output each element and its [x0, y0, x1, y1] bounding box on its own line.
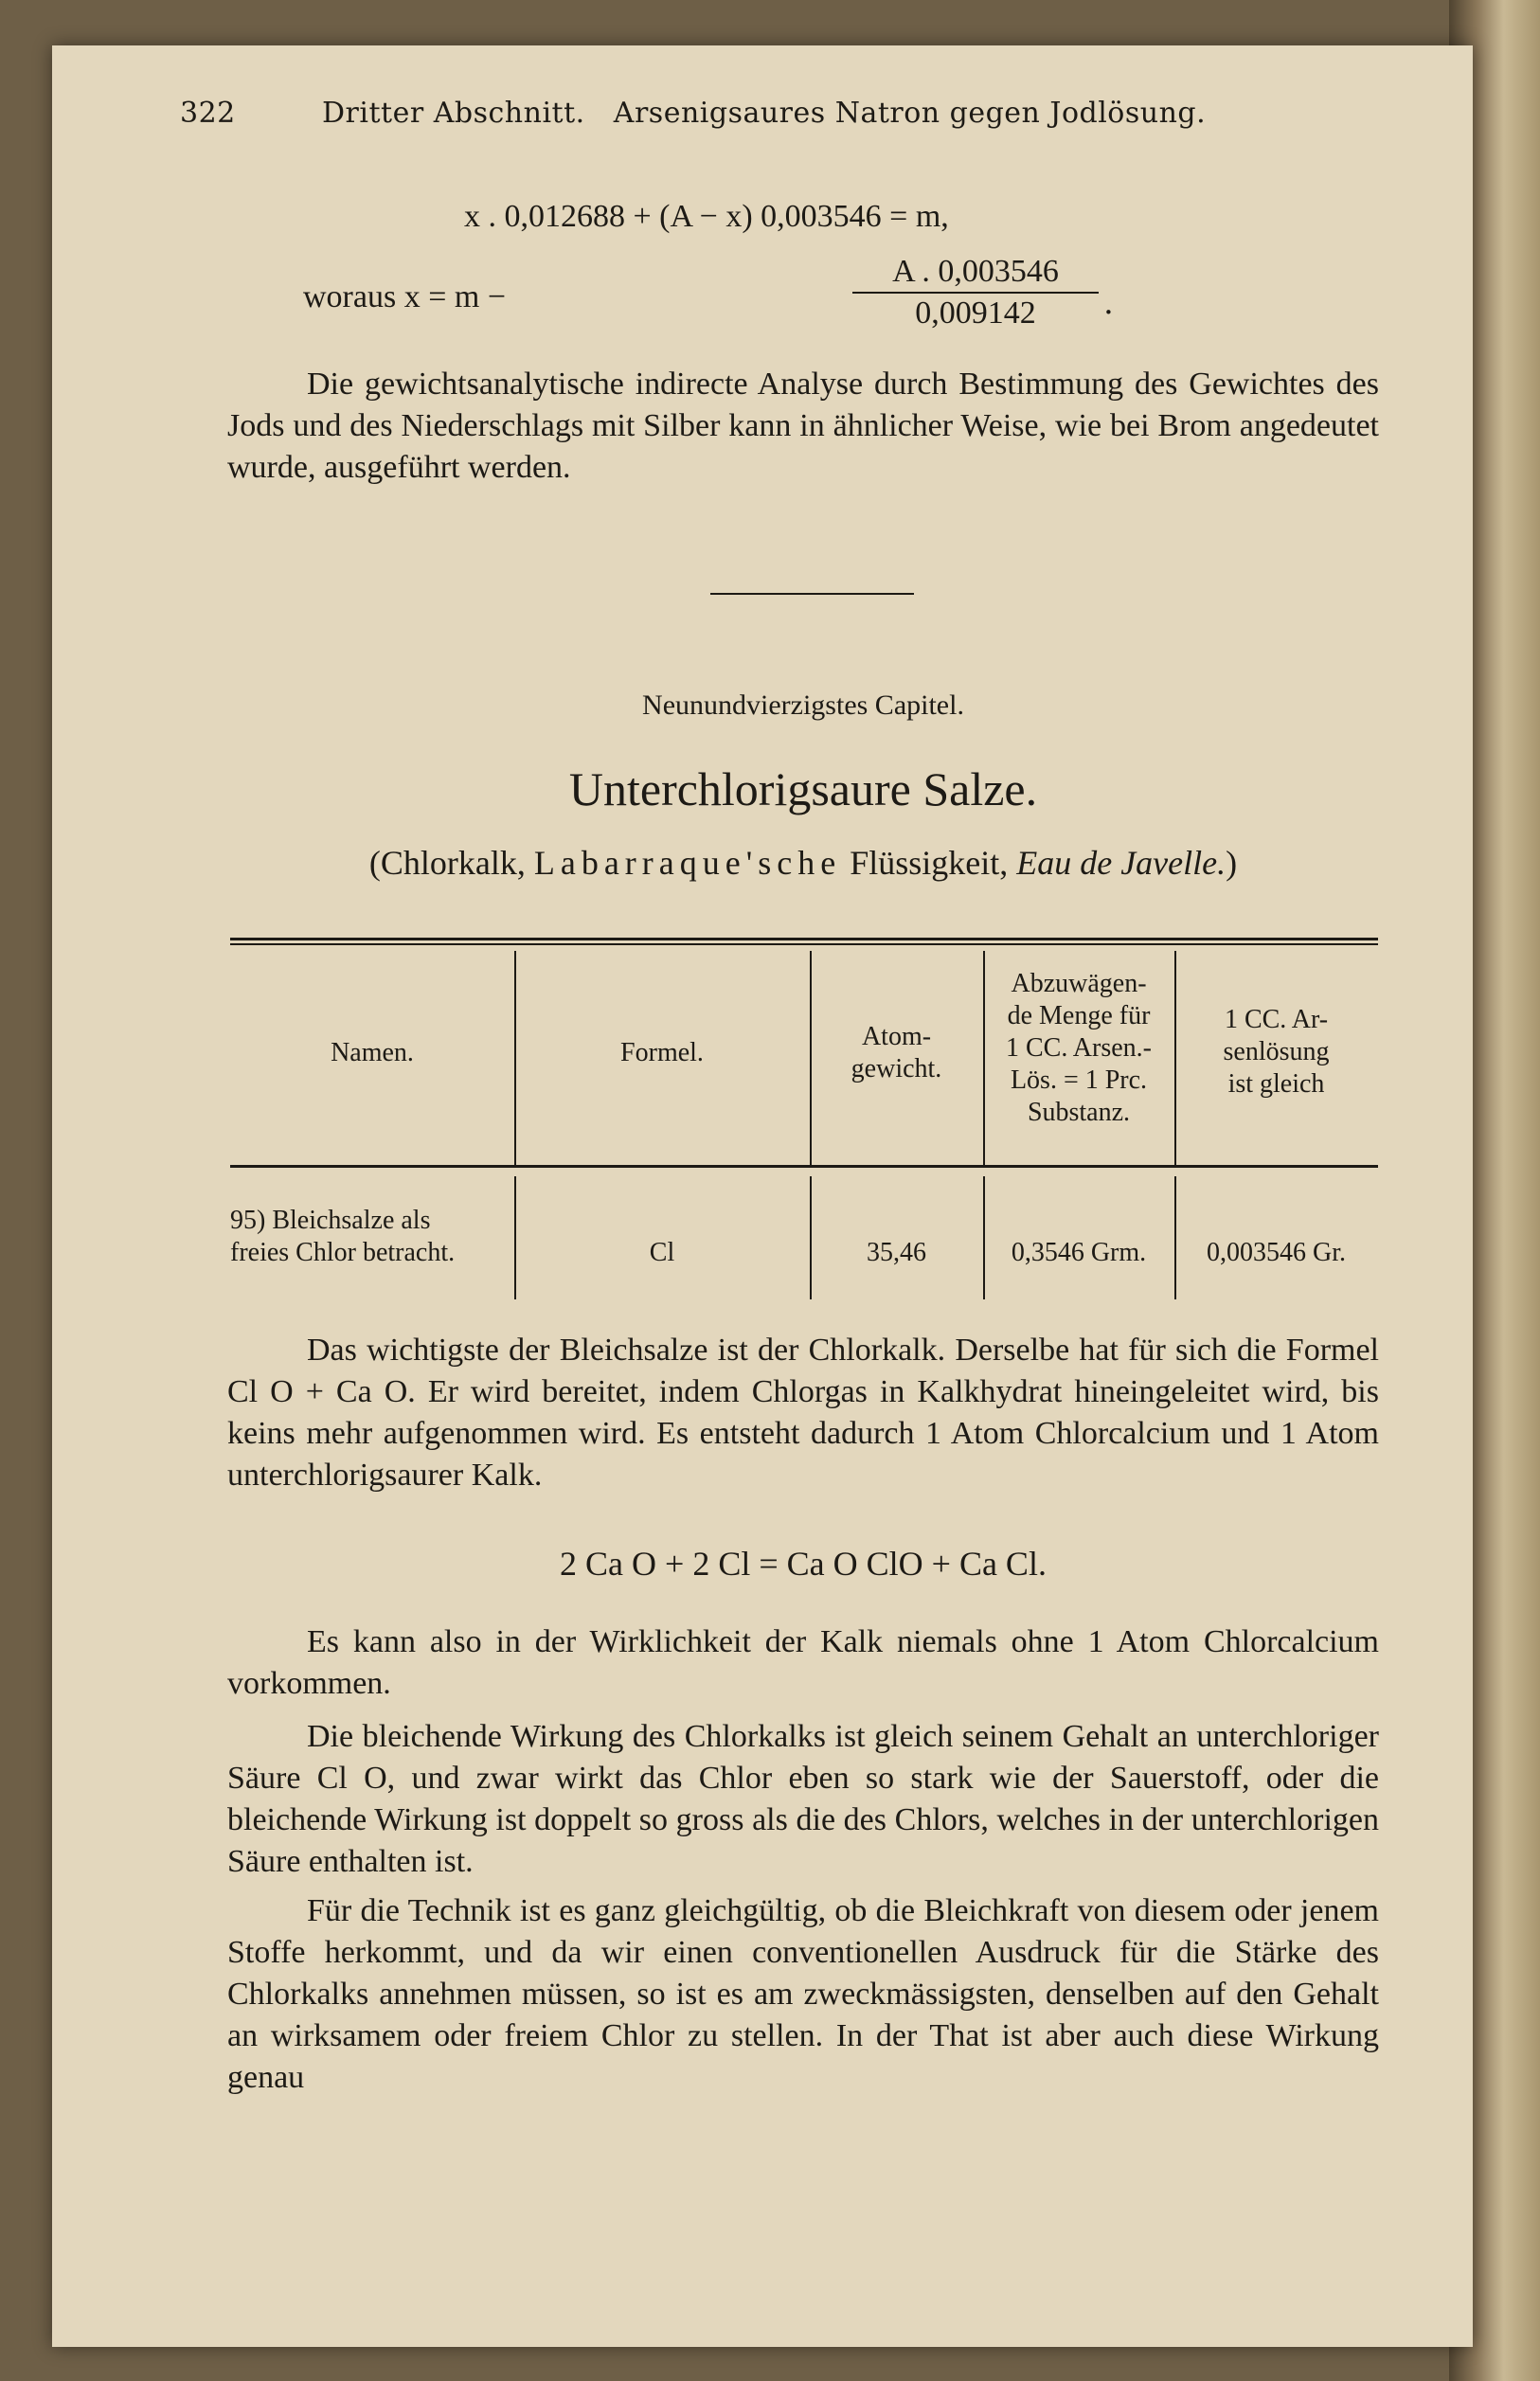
row-equivalent: 0,003546 Gr.	[1207, 1238, 1346, 1267]
running-title: Dritter Abschnitt. Arsenigsaures Natron gegen Jodlösung.	[322, 97, 1207, 130]
table-top-rule	[230, 938, 1378, 940]
row-atomic-weight: 35,46	[867, 1238, 926, 1267]
row-amount: 0,3546 Grm.	[1011, 1238, 1147, 1267]
fraction-numerator: A . 0,003546	[852, 254, 1099, 294]
table-header-rule	[230, 1165, 1378, 1168]
header-line: de Menge für	[1007, 1001, 1151, 1030]
formula-end-dot: .	[1103, 284, 1114, 322]
subtitle-spaced: Labarraque'sche	[533, 844, 842, 882]
header-line: ist gleich	[1227, 1069, 1325, 1099]
paragraph-text: Es kann also in der Wirklichkeit der Kalk niemals ohne 1 Atom Chlorcalcium vorkommen.	[227, 1624, 1379, 1701]
header-line: Lös. = 1 Prc.	[1010, 1065, 1148, 1095]
formula-fraction	[852, 254, 1099, 331]
paragraph-1	[227, 364, 1379, 489]
paragraph-5	[227, 1890, 1379, 2099]
subtitle-part-1: (Chlorkalk,	[368, 844, 526, 882]
row-formula: Cl	[649, 1238, 675, 1267]
reagent-table	[230, 938, 1378, 1307]
subtitle-italic: Eau de Javelle.	[1016, 844, 1227, 882]
paragraph-text: Das wichtigste der Bleichsalze ist der Chlorkalk. Derselbe hat für sich die Formel Cl O + Ca O. Er wird bereitet, indem Chlorgas in Kalkhydrat hineingeleitet wird, bis keins mehr aufgenommen wird. Es entsteht dadurch 1 Atom Chlorcalcium und 1 Atom unterchlorigsaurer Kalk.	[227, 1333, 1379, 1493]
paragraph-3	[227, 1621, 1379, 1705]
page-number: 322	[180, 97, 236, 130]
paragraph-text: Die bleichende Wirkung des Chlorkalks ist gleich seinem Gehalt an unterchloriger Säure Cl O, und zwar wirkt das Chlor eben so stark wie der Sauerstoff, oder die bleichende Wirkung ist doppelt so gross als die des Chlors, welches in der unterchlorigen Säure enthalten ist.	[227, 1719, 1379, 1879]
formula-equation-1: x . 0,012688 + (A − x) 0,003546 = m,	[464, 199, 949, 234]
chapter-subtitle	[227, 843, 1379, 883]
table-top-rule-2	[230, 943, 1378, 945]
chemical-equation: 2 Ca O + 2 Cl = Ca O ClO + Ca Cl.	[560, 1545, 1047, 1583]
subtitle-close: )	[1226, 844, 1238, 882]
paragraph-text: Für die Technik ist es ganz gleichgültig, ob die Bleichkraft von diesem oder jenem Stoffe herkommt, und da wir einen conventionellen Ausdruck für die Stärke des Chlorkalks annehmen müssen, so ist es am zweckmässigsten, denselben auf den Gehalt an wirksamem oder freiem Chlor zu stellen. In der That ist aber auch diese Wirkung genau	[227, 1893, 1379, 2095]
paragraph-4	[227, 1716, 1379, 1883]
header-atomgewicht	[810, 1021, 983, 1085]
row-name-line: freies Chlor betracht.	[230, 1238, 456, 1267]
subtitle-part-2: Flüssigkeit,	[850, 844, 1009, 882]
header-abzuwaegende-menge	[983, 968, 1174, 1129]
chapter-number: Neunundvierzigstes Capitel.	[642, 689, 964, 721]
chapter-title: Unterchlorigsaure Salze.	[568, 762, 1038, 815]
header-line: Substanz.	[1027, 1098, 1131, 1127]
header-formel: Formel.	[620, 1038, 704, 1067]
formula-equation-2-lead: woraus x = m −	[303, 279, 506, 314]
header-line: 1 CC. Ar-	[1224, 1005, 1329, 1034]
fraction-denominator: 0,009142	[915, 295, 1036, 331]
section-divider	[710, 593, 914, 595]
header-line: 1 CC. Arsen.-	[1006, 1033, 1152, 1063]
header-line: Abzuwägen-	[1011, 969, 1147, 998]
paragraph-2	[227, 1330, 1379, 1496]
row-name-line: 95) Bleichsalze als	[230, 1206, 431, 1235]
header-namen: Namen.	[331, 1038, 414, 1067]
paragraph-text: Die gewichtsanalytische indirecte Analyse durch Bestimmung des Gewichtes des Jods und des Niederschlags mit Silber kann in ähnlicher Weise, wie bei Brom angedeutet wurde, ausgeführt werden.	[227, 367, 1379, 485]
row-name	[230, 1205, 514, 1269]
header-line: Atom-	[861, 1022, 932, 1051]
header-line: senlösung	[1223, 1037, 1330, 1066]
header-arsenloesung-gleich	[1174, 1004, 1378, 1101]
header-line: gewicht.	[851, 1054, 942, 1083]
